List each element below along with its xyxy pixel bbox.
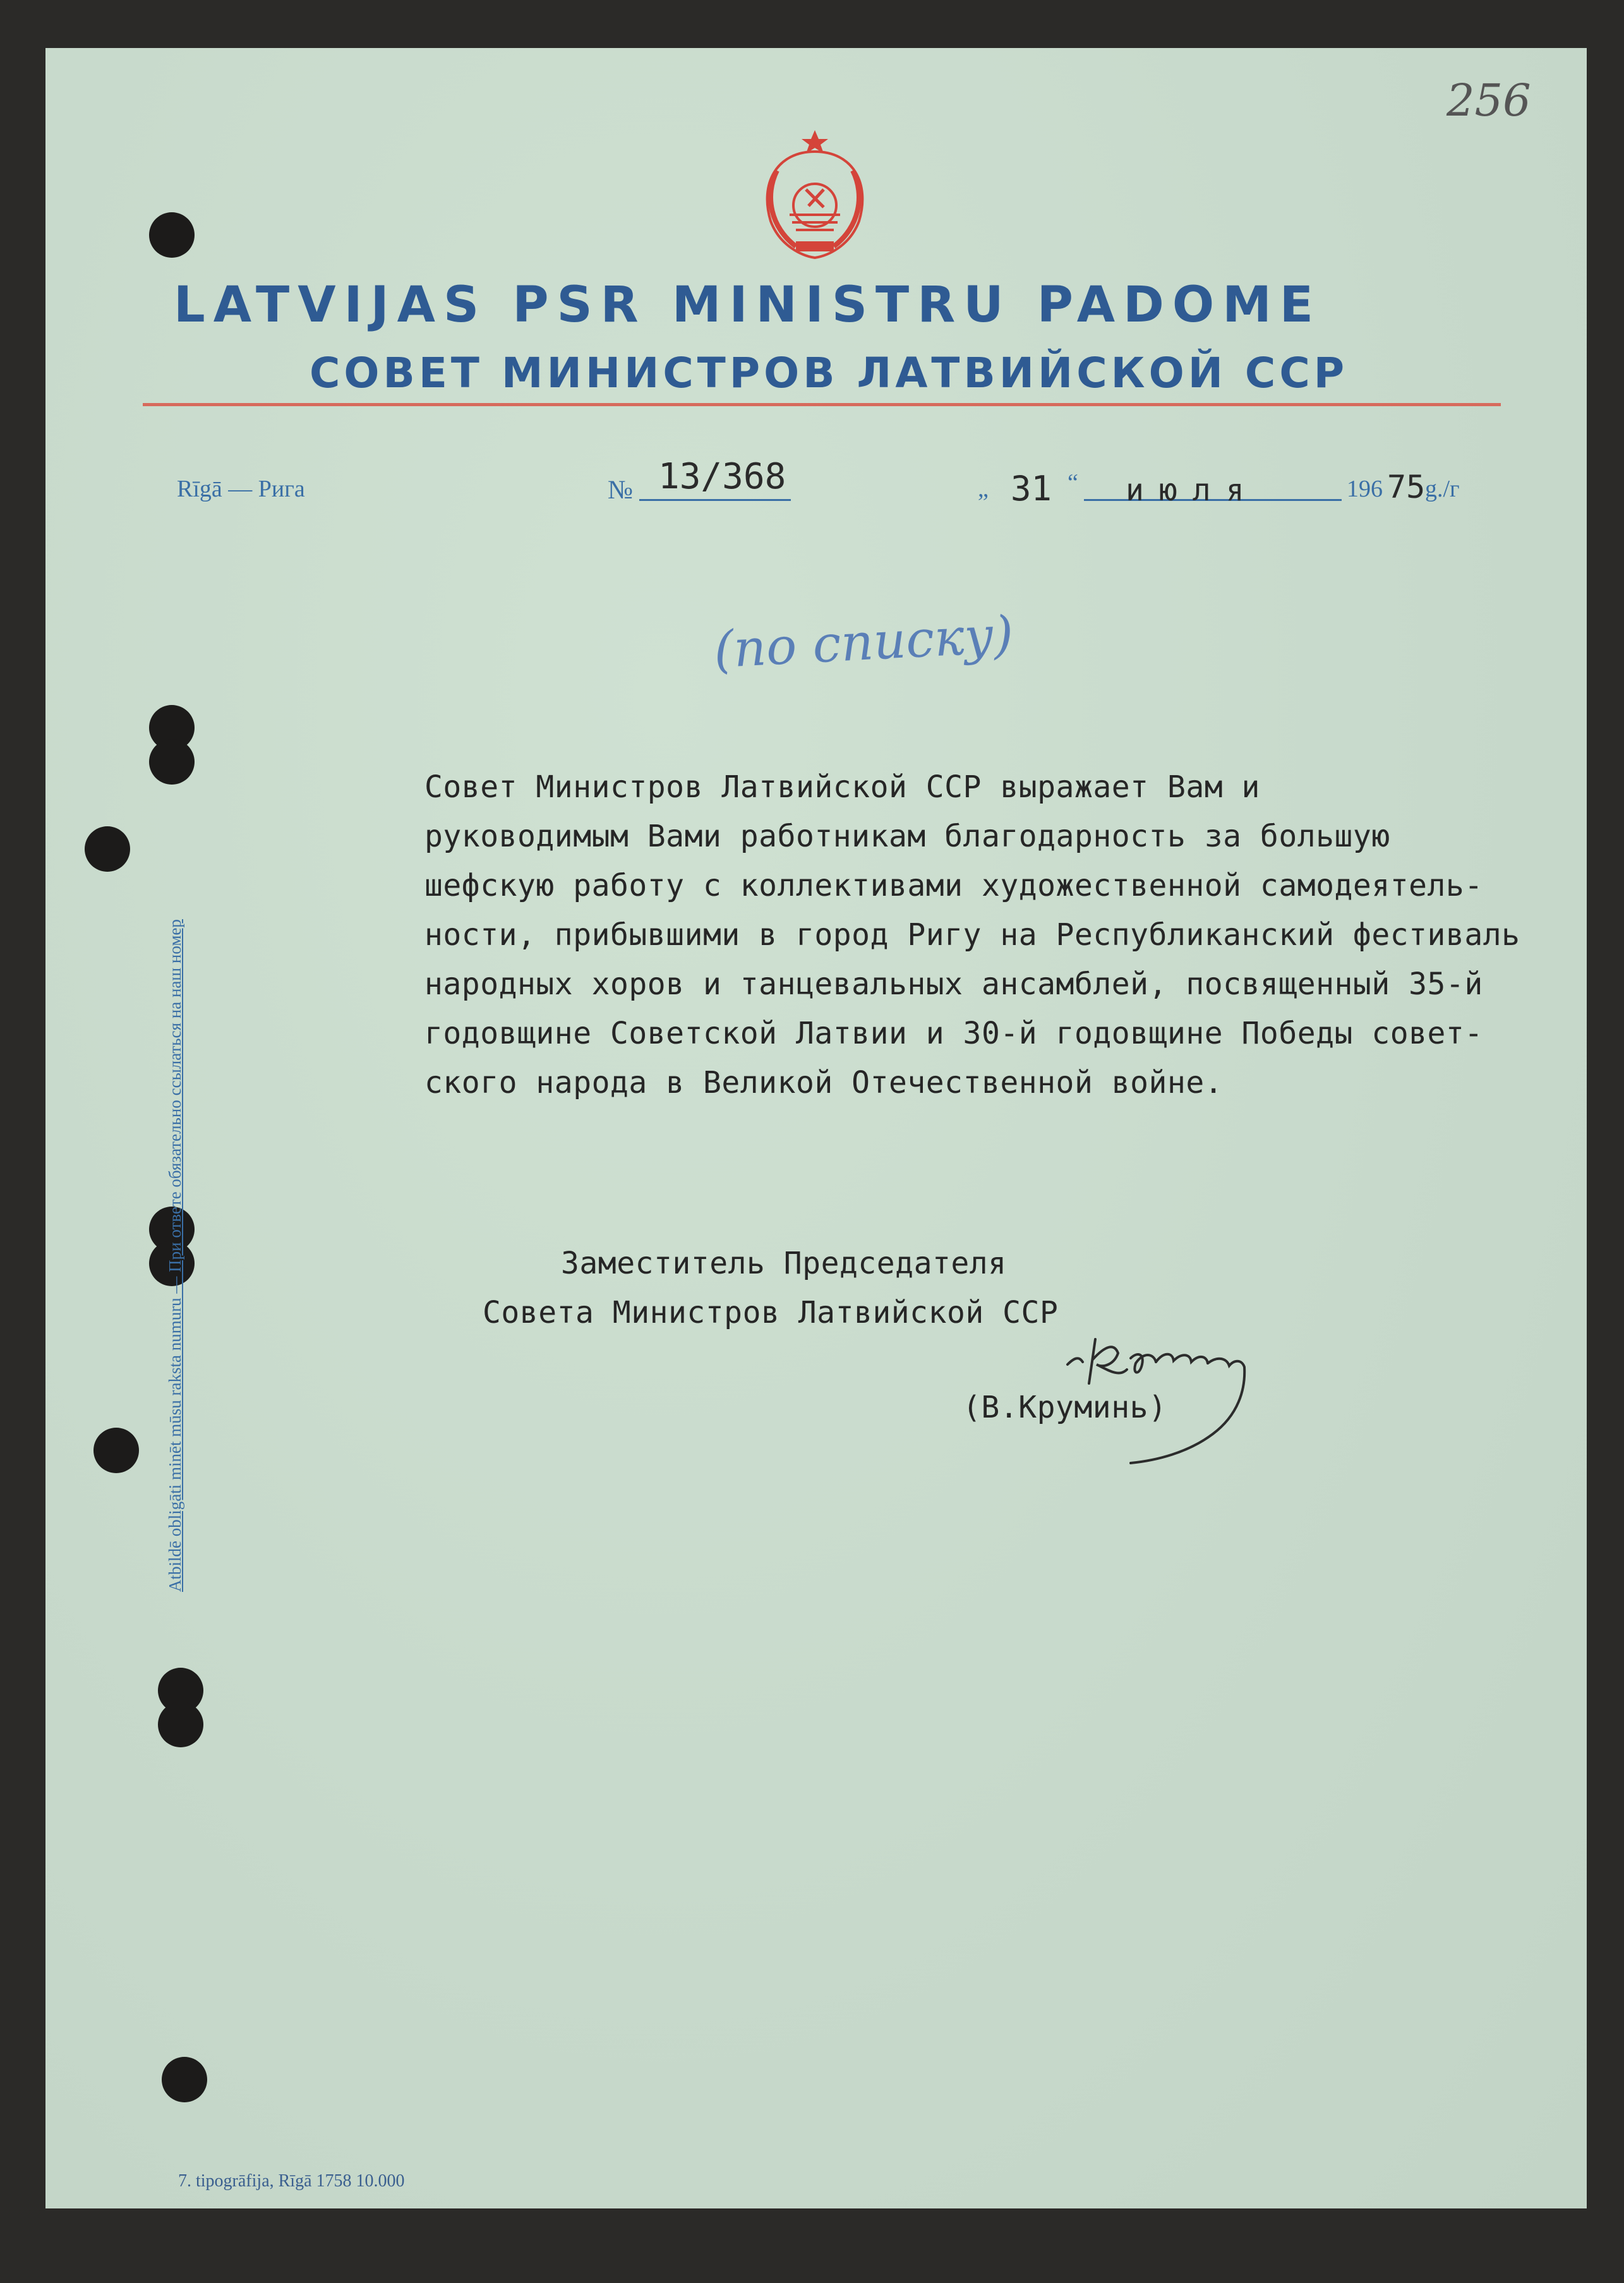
number-underline — [639, 499, 791, 501]
punch-hole — [85, 826, 130, 872]
body-line: руководимым Вами работникам благодарность за большую — [424, 819, 1390, 854]
punch-hole — [149, 212, 195, 258]
coat-of-arms-emblem — [752, 126, 878, 265]
date-quote-close: “ — [1068, 469, 1078, 496]
punch-hole — [158, 1702, 203, 1747]
side-reply-note: Atbildē obligāti minēt mūsu raksta numuru — При ответе обязательно ссылаться на наш номер — [165, 919, 184, 1592]
date-year-unit: g./г — [1425, 476, 1460, 502]
page-number: 256 — [1447, 75, 1531, 126]
date-year-suffix: 75 — [1387, 469, 1426, 505]
date-year-prefix: 196 — [1347, 476, 1383, 502]
body-line: народных хоров и танцевальных ансамблей, посвященный 35-й — [424, 967, 1483, 1002]
body-line: ности, прибывшими в город Ригу на Республиканский фестиваль — [424, 917, 1520, 953]
header-title-russian: СОВЕТ МИНИСТРОВ ЛАТВИЙСКОЙ ССР — [310, 349, 1349, 397]
printer-footer: 7. tipogrāfija, Rīgā 1758 10.000 — [178, 2171, 405, 2191]
punch-hole — [93, 1428, 139, 1473]
header-title-latvian: LATVIJAS PSR MINISTRU PADOME — [174, 277, 1322, 334]
date-month: июля — [1126, 473, 1260, 508]
punch-hole — [162, 2057, 207, 2102]
body-line: шефскую работу с коллективами художественной самодеятель- — [424, 868, 1483, 903]
handwritten-signature — [1061, 1320, 1301, 1478]
signatory-title-line1: Заместитель Председателя — [561, 1246, 1007, 1281]
body-line: ского народа в Великой Отечественной войне. — [424, 1065, 1224, 1100]
number-label: № — [608, 476, 634, 505]
header-divider — [143, 403, 1501, 406]
body-line: Совет Министров Латвийской ССР выражает Вам и — [424, 769, 1260, 805]
body-line: годовщине Советской Латвии и 30-й годовщине Победы совет- — [424, 1016, 1483, 1051]
document-number: 13/368 — [658, 456, 786, 497]
signatory-title-line2: Совета Министров Латвийской ССР — [483, 1295, 1059, 1330]
place-label: Rīgā — Рига — [177, 476, 305, 502]
signatory-name: (В.Круминь) — [963, 1390, 1167, 1425]
date-quote-open: „ — [978, 476, 989, 502]
addressee-handwritten: (по списку) — [712, 605, 1015, 680]
date-day: 31 — [1011, 469, 1052, 509]
